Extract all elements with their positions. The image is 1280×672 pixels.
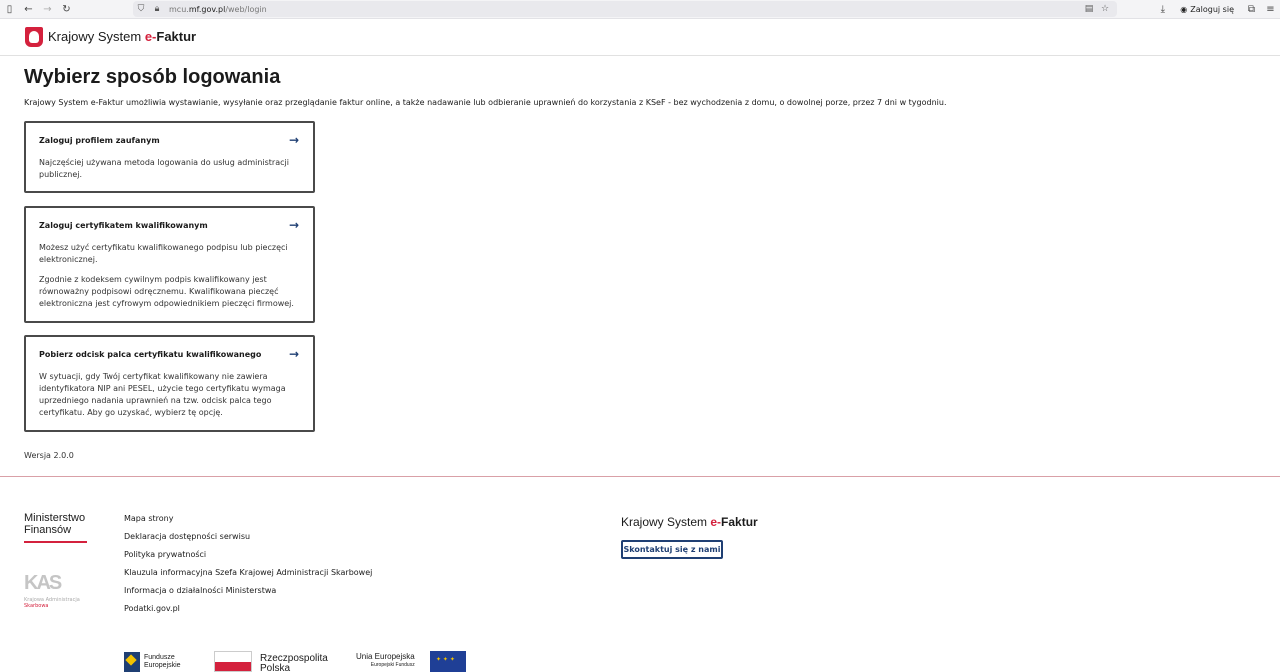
lock-icon[interactable]: 🔒︎ — [154, 4, 160, 14]
site-header — [0, 19, 1280, 56]
login-qualified-certificate-card[interactable] — [24, 206, 315, 323]
footer-link[interactable]: Mapa strony — [124, 514, 174, 523]
site-logo[interactable]: Krajowy System e-Faktur — [48, 29, 197, 44]
contact-us-button[interactable]: Skontaktuj się z nami — [621, 540, 723, 559]
back-icon[interactable]: ← — [24, 3, 33, 15]
menu-icon[interactable]: ≡ — [1266, 4, 1275, 15]
footer-link[interactable]: Deklaracja dostępności serwisu — [124, 532, 251, 541]
forward-icon[interactable]: → — [43, 3, 52, 15]
browser-toolbar — [0, 0, 1280, 19]
address-bar[interactable] — [133, 1, 1117, 17]
kas-logo[interactable]: KAS Krajowa Administracja Skarbowa — [24, 572, 94, 612]
footer-links — [124, 514, 372, 622]
footer-link[interactable]: Informacja o działalności Ministerstwa — [124, 586, 277, 595]
card-description: Najczęściej używana metoda logowania do usług administracji publicznej. — [39, 158, 289, 179]
kas-mark-icon: KAS — [24, 572, 61, 594]
version-label: Wersja 2.0.0 — [24, 451, 74, 460]
arrow-right-icon: → — [288, 218, 299, 232]
footer-link[interactable]: Klauzula informacyjna Szefa Krajowej Administracji Skarbowej — [124, 568, 373, 577]
european-union-logo: Unia Europejska Europejski Fundusz — [356, 652, 415, 668]
account-icon: ◉ — [1180, 5, 1188, 14]
card-title: Zaloguj certyfikatem kwalifikowanym — [39, 221, 208, 230]
login-trusted-profile-card[interactable] — [24, 121, 315, 193]
account-button[interactable]: ◉ Zaloguj się — [1180, 5, 1234, 14]
card-title: Zaloguj profilem zaufanym — [39, 136, 160, 145]
footer-link[interactable]: Podatki.gov.pl — [124, 604, 180, 613]
footer-divider — [0, 476, 1280, 477]
shield-icon[interactable]: ⛉ — [137, 4, 145, 14]
intro-text: Krajowy System e-Faktur umożliwia wystawianie, wysyłanie oraz przeglądanie faktur online, a także nadawanie lub odbieranie uprawnień do korzystania z KSeF - bez wychodzenia z domu, o dowolnej porze, przez 7 dni w tygodniu. — [24, 98, 947, 107]
card-description: W sytuacji, gdy Twój certyfikat kwalifikowany nie zawiera identyfikatora NIP ani PESEL, użycie tego certyfikatu wymaga uprzedniego nadania uprawnień na tzw. odcisk palca tego certyfikatu. Aby go uzyskać, wybierz tę opcję. — [39, 372, 286, 417]
card-description: Możesz użyć certyfikatu kwalifikowanego podpisu lub pieczęci elektronicznej. — [39, 243, 288, 264]
eu-flag-icon — [430, 651, 466, 672]
arrow-right-icon: → — [288, 133, 299, 147]
arrow-right-icon: → — [288, 347, 299, 361]
republic-of-poland-logo: Rzeczpospolita Polska — [260, 653, 328, 672]
ministry-logo[interactable]: Ministerstwo Finansów — [24, 512, 86, 536]
footer-brand: Krajowy System e-Faktur — [621, 515, 758, 529]
european-funds-logo: Fundusze Europejskie — [144, 654, 181, 669]
reload-icon[interactable]: ↻ — [62, 3, 71, 15]
sidebar-toggle-icon[interactable]: ▯ — [6, 3, 13, 15]
extensions-icon[interactable]: ⧉ — [1247, 4, 1256, 15]
card-description: Zgodnie z kodeksem cywilnym podpis kwalifikowany jest równoważny podpisowi odręcznemu. Kwalifikowana pieczęć elektroniczna jest cyfrowym odpowiednikiem pieczęci firmowej. — [39, 275, 294, 308]
bookmark-star-icon[interactable]: ☆ — [1100, 4, 1110, 14]
certificate-fingerprint-card[interactable] — [24, 335, 315, 432]
funding-logos — [124, 650, 484, 672]
european-funds-icon — [124, 652, 140, 672]
footer-link[interactable]: Polityka prywatności — [124, 550, 207, 559]
polish-eagle-icon — [25, 27, 43, 47]
reader-view-icon[interactable]: ▤ — [1084, 4, 1094, 14]
url-text: mcu.mf.gov.pl/web/login — [169, 4, 267, 14]
ministry-logo-bar — [24, 541, 87, 543]
page-title: Wybierz sposób logowania — [24, 66, 281, 88]
card-title: Pobierz odcisk palca certyfikatu kwalifikowanego — [39, 350, 262, 359]
downloads-icon[interactable]: ⤓ — [1160, 4, 1165, 15]
polish-flag-icon — [214, 651, 252, 672]
